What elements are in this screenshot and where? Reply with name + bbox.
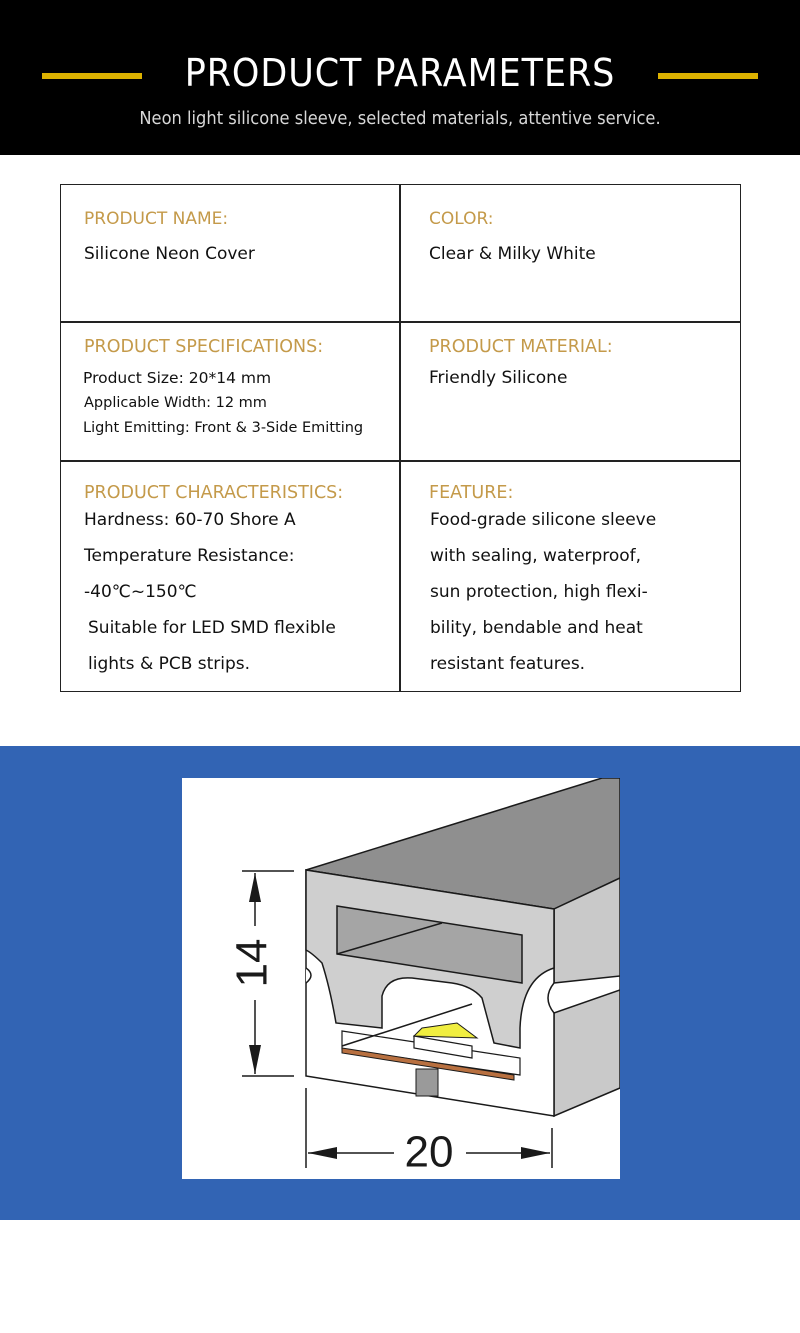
feature-line: with sealing, waterproof, <box>430 546 642 566</box>
characteristics-line: -40℃~150℃ <box>84 582 197 602</box>
feature-label: FEATURE: <box>429 483 514 503</box>
cell-feature <box>429 481 656 682</box>
spec-line: Light Emitting: Front & 3-Side Emitting <box>83 420 364 436</box>
bottom-connector <box>416 1069 438 1096</box>
specifications-label: PRODUCT SPECIFICATIONS: <box>84 337 324 357</box>
spec-line: Product Size: 20*14 mm <box>83 369 272 387</box>
characteristics-line: Suitable for LED SMD flexible <box>88 618 336 638</box>
cell-product-name <box>84 207 255 266</box>
page-subtitle: Neon light silicone sleeve, selected materials, attentive service. <box>139 109 661 129</box>
header-banner <box>0 0 800 155</box>
parameters-table <box>60 184 741 692</box>
arrow-right-icon <box>521 1147 550 1159</box>
color-label: COLOR: <box>429 209 494 229</box>
cell-material <box>429 335 613 390</box>
material-value: Friendly Silicone <box>429 368 568 388</box>
accent-bar-right <box>658 73 758 79</box>
feature-line: bility, bendable and heat <box>430 618 643 638</box>
characteristics-line: Hardness: 60-70 Shore A <box>84 510 296 530</box>
feature-line: Food-grade silicone sleeve <box>430 510 657 530</box>
product-name-value: Silicone Neon Cover <box>84 244 255 264</box>
table-divider-vertical <box>399 185 401 691</box>
spec-line: Applicable Width: 12 mm <box>84 395 267 411</box>
characteristics-label: PRODUCT CHARACTERISTICS: <box>84 483 344 503</box>
cell-color <box>429 207 596 266</box>
arrow-up-icon <box>249 873 261 902</box>
feature-line: sun protection, high flexi- <box>430 582 648 602</box>
product-name-label: PRODUCT NAME: <box>84 209 229 229</box>
table-divider-row-1 <box>61 321 740 323</box>
page-title: PRODUCT PARAMETERS <box>184 51 616 95</box>
table-divider-row-2 <box>61 460 740 462</box>
cell-specifications <box>84 335 363 441</box>
neon-cover-cross-section <box>182 778 620 1179</box>
characteristics-line: Temperature Resistance: <box>84 546 295 566</box>
color-value: Clear & Milky White <box>429 244 596 264</box>
characteristics-line: lights & PCB strips. <box>88 654 251 674</box>
dimension-diagram <box>182 778 620 1179</box>
cell-characteristics <box>84 481 343 682</box>
arrow-left-icon <box>308 1147 337 1159</box>
material-label: PRODUCT MATERIAL: <box>429 337 613 357</box>
height-label: 14 <box>227 938 277 988</box>
width-label: 20 <box>404 1127 454 1177</box>
feature-line: resistant features. <box>430 654 586 674</box>
arrow-down-icon <box>249 1045 261 1074</box>
